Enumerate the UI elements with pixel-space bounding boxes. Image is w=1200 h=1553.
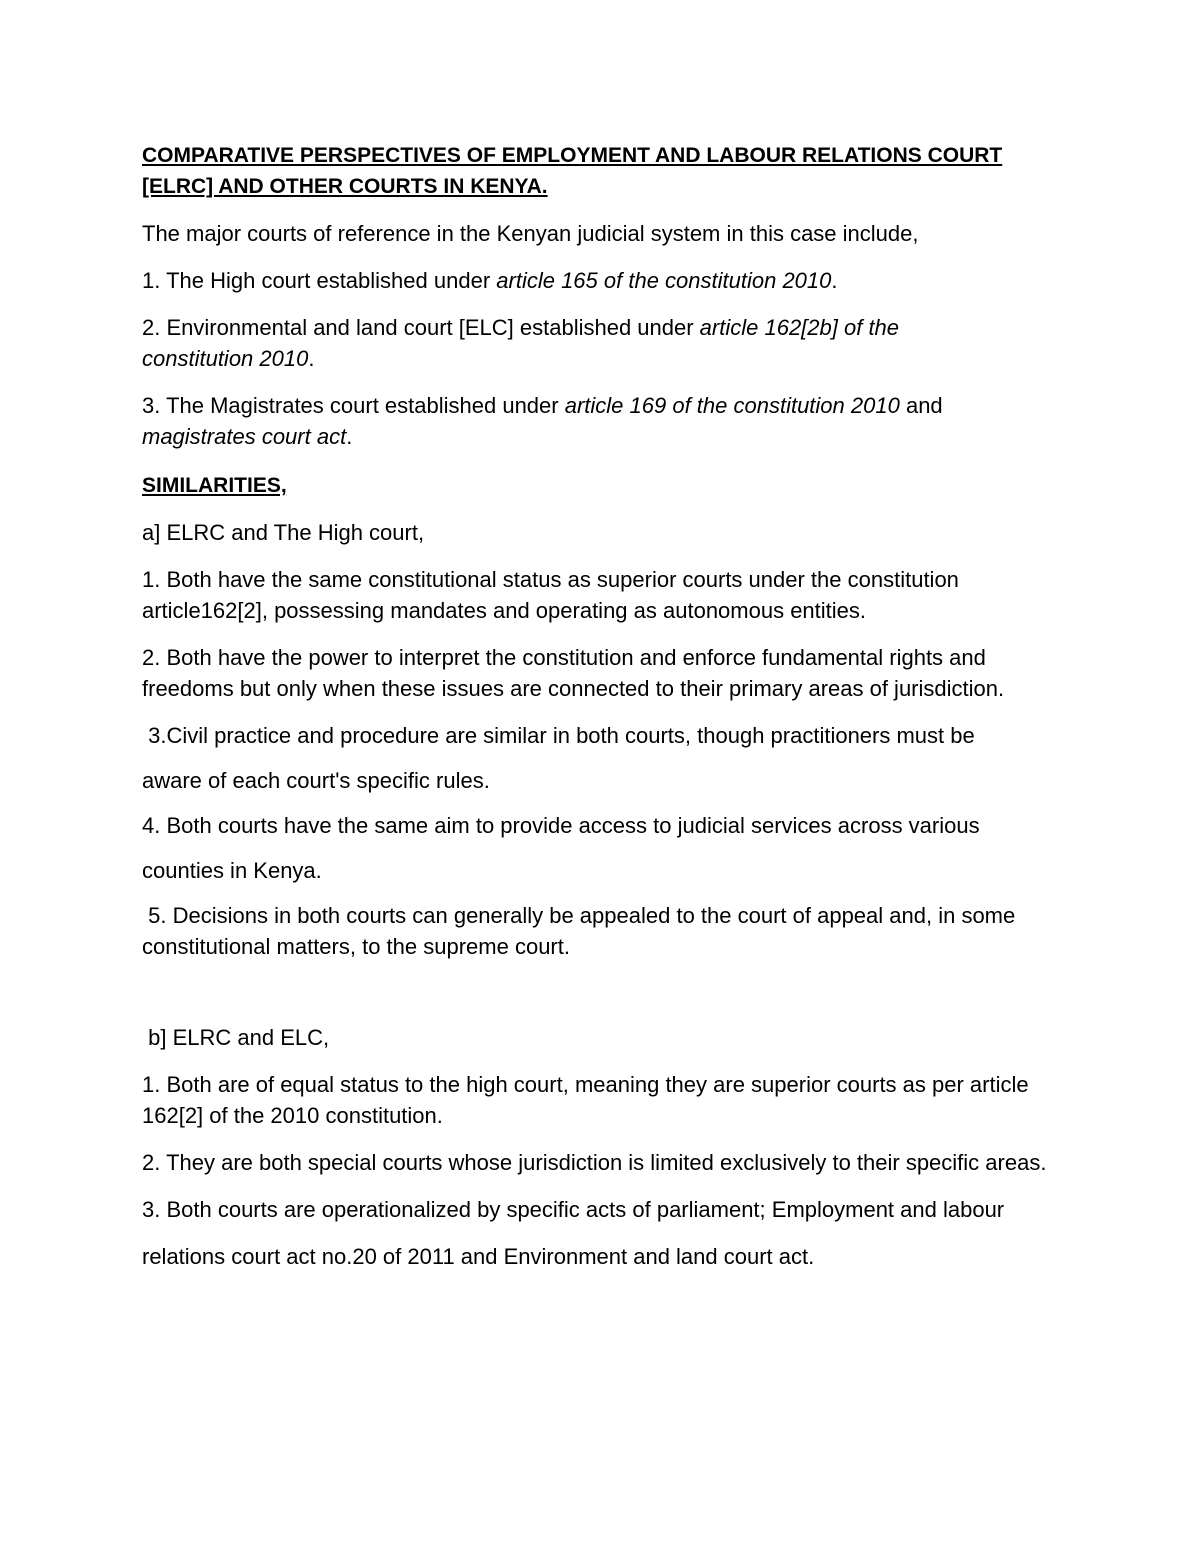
list-item: 1. Both have the same constitutional status as superior courts under the constitution article162[2], possessing mandates and operating as autonomous entities. [142, 567, 959, 623]
intro-paragraph: The major courts of reference in the Kenyan judicial system in this case include, [142, 221, 919, 246]
court-item: 2. Environmental and land court [ELC] established under article 162[2b] of the constitution 2010. [142, 315, 900, 371]
list-item: aware of each court's specific rules. [142, 768, 490, 793]
similarities-heading: SIMILARITIES, [142, 474, 287, 497]
list-item: relations court act no.20 of 2011 and Environment and land court act. [142, 1244, 815, 1269]
document-page [142, 140, 1062, 1272]
list-item: 2. They are both special courts whose jurisdiction is limited exclusively to their specific areas. [142, 1150, 1047, 1175]
document-title: COMPARATIVE PERSPECTIVES OF EMPLOYMENT AND LABOUR RELATIONS COURT [ELRC] AND OTHER COURTS IN KENYA. [142, 144, 1003, 198]
list-item: 5. Decisions in both courts can generally be appealed to the court of appeal and, in some constitutional matters, to the supreme court. [142, 903, 1022, 959]
list-item: 1. Both are of equal status to the high court, meaning they are superior courts as per article 162[2] of the 2010 constitution. [142, 1072, 1029, 1128]
court-item: 1. The High court established under article 165 of the constitution 2010. [142, 268, 838, 293]
list-item: counties in Kenya. [142, 858, 322, 883]
list-item: 3.Civil practice and procedure are similar in both courts, though practitioners must be [142, 723, 975, 748]
section-a-title: a] ELRC and The High court, [142, 520, 425, 545]
list-item: 4. Both courts have the same aim to provide access to judicial services across various [142, 813, 980, 838]
court-item: 3. The Magistrates court established under article 169 of the constitution 2010 and magistrates court act. [142, 393, 943, 449]
list-item: 2. Both have the power to interpret the constitution and enforce fundamental rights and freedoms but only when these issues are connected to their primary areas of jurisdiction. [142, 645, 1005, 701]
section-b-title: b] ELRC and ELC, [142, 1025, 330, 1050]
list-item: 3. Both courts are operationalized by specific acts of parliament; Employment and labour [142, 1197, 1005, 1222]
